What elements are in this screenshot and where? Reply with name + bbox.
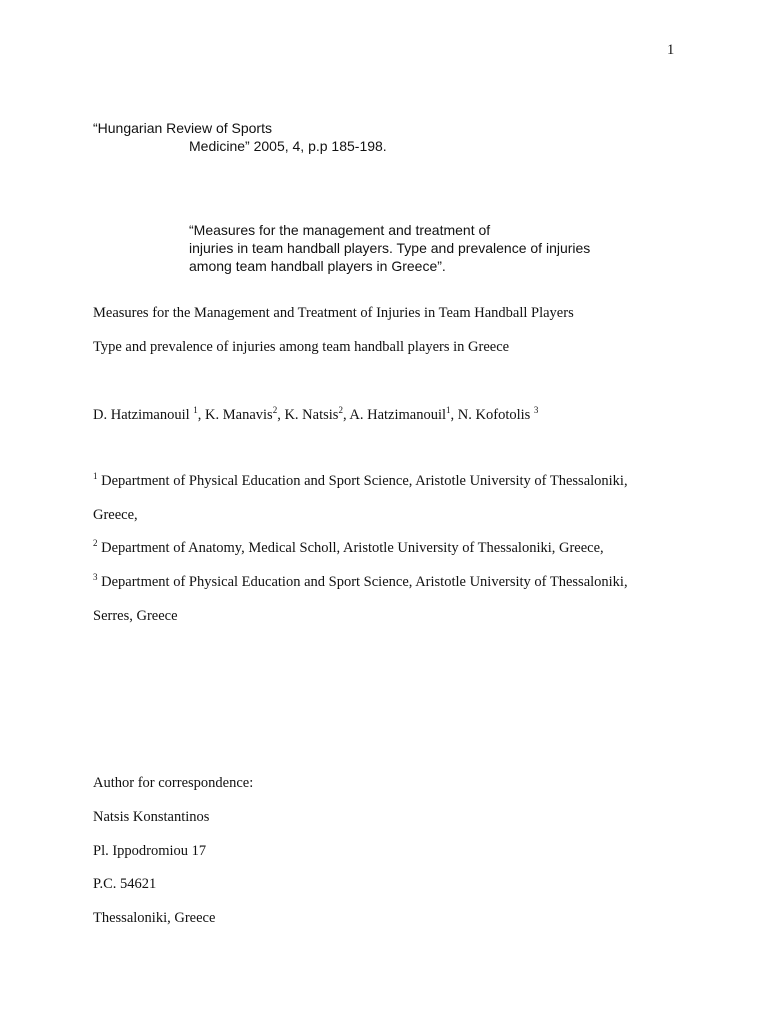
quoted-title-line: among team handball players in Greece”. — [189, 258, 446, 274]
author-affiliation-marker: 1 — [446, 405, 451, 416]
affiliation-text: Department of Physical Education and Sport Science, Aristotle University of Thessaloniki, — [97, 574, 628, 590]
affiliation-text: Department of Anatomy, Medical Scholl, Aristotle University of Thessaloniki, Greece, — [97, 540, 604, 556]
journal-citation-line2: Medicine” 2005, 4, p.p 185-198. — [189, 138, 387, 154]
author-name: D. Hatzimanouil — [93, 407, 194, 423]
author-name: K. Natsis — [284, 407, 339, 423]
correspondence-street: Pl. Ippodromiou 17 — [93, 843, 207, 859]
affiliation-3 — [93, 574, 628, 591]
affiliation-marker: 1 — [93, 471, 98, 482]
affiliation-1-continued: Greece, — [93, 507, 138, 523]
author-name: A. Hatzimanouil — [349, 407, 447, 423]
affiliation-marker: 2 — [93, 538, 98, 549]
author-list — [93, 407, 538, 424]
affiliation-1 — [93, 473, 628, 490]
affiliation-text: Department of Physical Education and Sport Science, Aristotle University of Thessaloniki, — [97, 473, 628, 489]
author-affiliation-marker: 2 — [272, 405, 278, 416]
author-separator: , — [197, 407, 206, 423]
correspondence-name: Natsis Konstantinos — [93, 809, 210, 825]
author-separator: , — [450, 407, 458, 423]
author-affiliation-marker: 3 — [533, 405, 539, 416]
author-affiliation-marker: 2 — [338, 405, 343, 416]
journal-citation-line1: “Hungarian Review of Sports — [93, 120, 272, 136]
author-affiliation-marker: 1 — [193, 405, 198, 416]
article-subtitle: Type and prevalence of injuries among team handball players in Greece — [93, 339, 510, 355]
author-name: K. Manavis — [205, 407, 273, 423]
affiliation-3-continued: Serres, Greece — [93, 608, 178, 624]
author-separator: , — [277, 407, 285, 423]
correspondence-label: Author for correspondence: — [93, 775, 254, 791]
affiliation-marker: 3 — [93, 572, 98, 583]
article-title: Measures for the Management and Treatment of Injuries in Team Handball Players — [93, 305, 574, 321]
correspondence-city: Thessaloniki, Greece — [93, 910, 216, 926]
author-separator: , — [342, 407, 350, 423]
correspondence-postal-code: P.C. 54621 — [93, 876, 157, 892]
affiliation-2 — [93, 540, 604, 557]
quoted-title-line: “Measures for the management and treatment of — [189, 222, 491, 238]
author-name: N. Kofotolis — [457, 407, 534, 423]
quoted-title-line: injuries in team handball players. Type and prevalence of injuries — [189, 240, 591, 256]
page-number: 1 — [667, 42, 675, 58]
quoted-article-title — [189, 221, 590, 275]
